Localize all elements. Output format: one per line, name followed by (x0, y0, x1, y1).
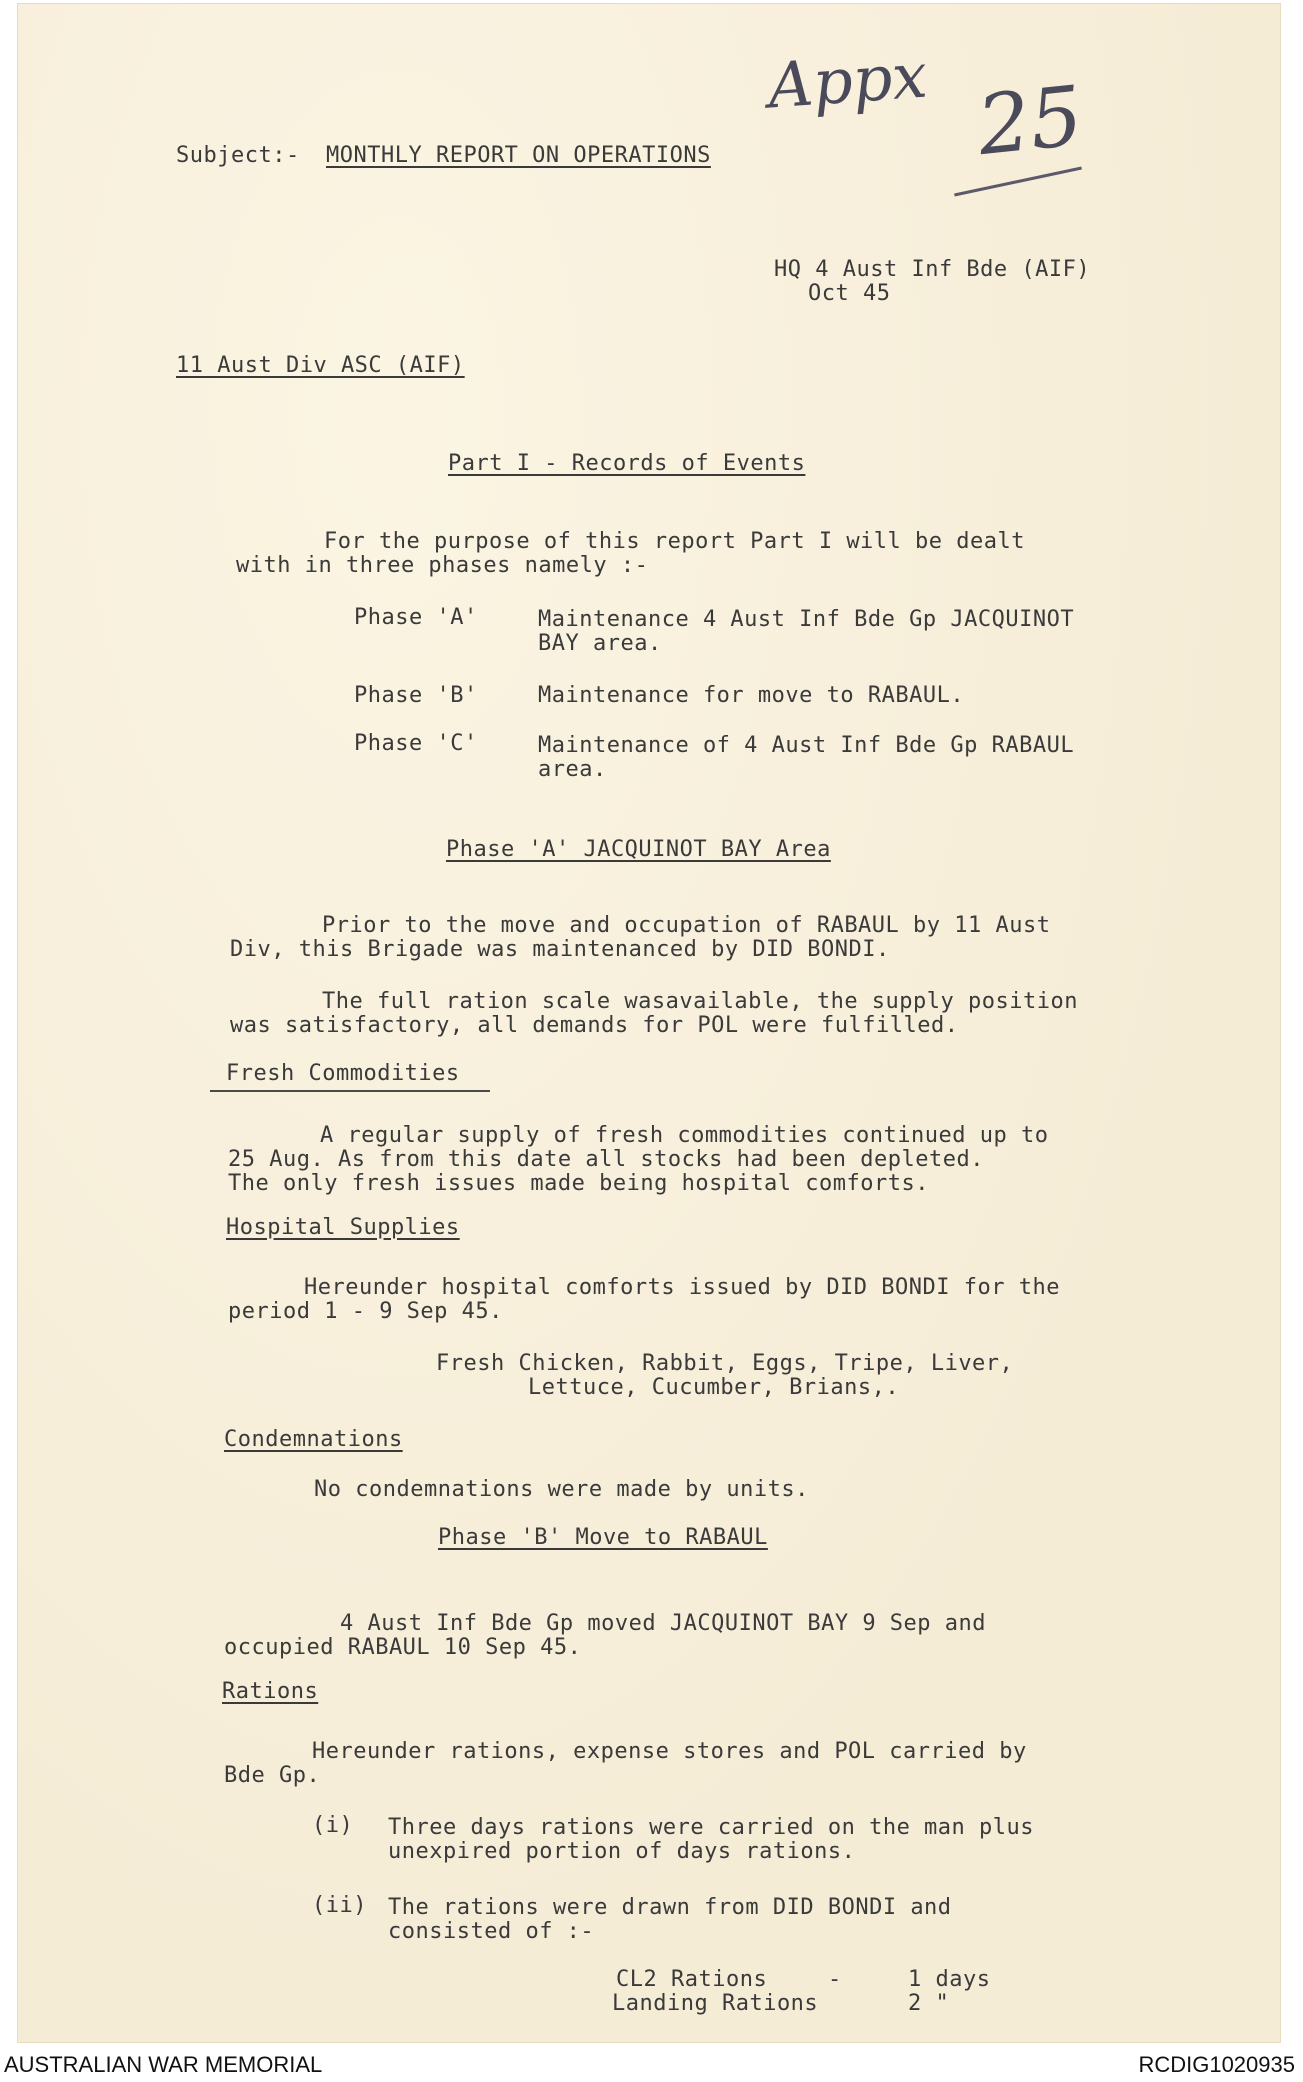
rations-item2-num: (ii) (312, 1893, 367, 1918)
rations-table-row1-dash: - (828, 1967, 842, 1992)
addressee: 11 Aust Div ASC (AIF) (176, 353, 465, 378)
phase-b-para1-line1: 4 Aust Inf Bde Gp moved JACQUINOT BAY 9 Sep and (340, 1611, 987, 1636)
footer-right: RCDIG1020935 (1138, 2052, 1295, 2077)
part1-heading: Part I - Records of Events (448, 451, 806, 476)
phase-b-label: Phase 'B' (354, 683, 478, 708)
phase-b-heading: Phase 'B' Move to RABAUL (438, 1525, 768, 1550)
condemnations-line1: No condemnations were made by units. (314, 1477, 809, 1502)
phase-a-line1: Maintenance 4 Aust Inf Bde Gp JACQUINOT (538, 607, 1075, 632)
phase-c-line2: area. (538, 757, 607, 782)
hospital-line1: Hereunder hospital comforts issued by DID BONDI for the (304, 1275, 1060, 1300)
from-line1: HQ 4 Aust Inf Bde (AIF) (774, 257, 1091, 282)
rations-heading: Rations (222, 1679, 319, 1704)
intro-line1: For the purpose of this report Part I will be dealt (324, 529, 1026, 554)
rations-item1-num: (i) (312, 1813, 354, 1838)
phase-a-line2: BAY area. (538, 631, 662, 656)
rations-table-row2-qty: 2 " (908, 1991, 950, 2016)
intro-line2: with in three phases namely :- (236, 553, 649, 578)
handwritten-appx: Appx (765, 38, 930, 123)
phase-c-line1: Maintenance of 4 Aust Inf Bde Gp RABAUL (538, 733, 1075, 758)
rations-line2: Bde Gp. (224, 1763, 321, 1788)
condemnations-heading: Condemnations (224, 1427, 403, 1452)
fresh-underline (210, 1090, 490, 1092)
fresh-line3: The only fresh issues made being hospital comforts. (228, 1171, 930, 1196)
phase-a-para2-line1: The full ration scale wasavailable, the supply position (322, 989, 1078, 1014)
rations-item1-line2: unexpired portion of days rations. (388, 1839, 856, 1864)
phase-c-label: Phase 'C' (354, 731, 478, 756)
phase-b-line1: Maintenance for move to RABAUL. (538, 683, 965, 708)
phase-b-para1-line2: occupied RABAUL 10 Sep 45. (224, 1635, 582, 1660)
rations-item2-line1: The rations were drawn from DID BONDI and (388, 1895, 952, 1920)
rations-item2-line2: consisted of :- (388, 1919, 595, 1944)
phase-a-para2-line2: was satisfactory, all demands for POL were fulfilled. (230, 1013, 959, 1038)
fresh-line1: A regular supply of fresh commodities continued up to (320, 1123, 1049, 1148)
subject-title: MONTHLY REPORT ON OPERATIONS (326, 143, 711, 168)
phase-a-heading: Phase 'A' JACQUINOT BAY Area (446, 837, 831, 862)
handwritten-stroke (954, 167, 1082, 197)
subject-label: Subject:- (176, 143, 300, 168)
rations-line1: Hereunder rations, expense stores and POL carried by (312, 1739, 1027, 1764)
phase-a-label: Phase 'A' (354, 605, 478, 630)
handwritten-number: 25 (973, 68, 1088, 175)
phase-a-para1-line2: Div, this Brigade was maintenanced by DID BONDI. (230, 937, 890, 962)
hospital-line2: period 1 - 9 Sep 45. (228, 1299, 503, 1324)
footer-left: AUSTRALIAN WAR MEMORIAL (4, 2052, 323, 2077)
fresh-line2: 25 Aug. As from this date all stocks had been depleted. (228, 1147, 984, 1172)
from-line2: Oct 45 (808, 281, 891, 306)
phase-a-para1-line1: Prior to the move and occupation of RABAUL by 11 Aust (322, 913, 1051, 938)
rations-table-row1-name: CL2 Rations (616, 1967, 768, 1992)
fresh-heading: Fresh Commodities (226, 1061, 460, 1086)
rations-item1-line1: Three days rations were carried on the man plus (388, 1815, 1035, 1840)
rations-table-row2-name: Landing Rations (612, 1991, 819, 2016)
hospital-items2: Lettuce, Cucumber, Brians,. (528, 1375, 900, 1400)
hospital-items1: Fresh Chicken, Rabbit, Eggs, Tripe, Liver, (436, 1351, 1014, 1376)
rations-table-row1-qty: 1 days (908, 1967, 991, 1992)
document-sheet (18, 4, 1280, 2042)
hospital-heading: Hospital Supplies (226, 1215, 460, 1240)
